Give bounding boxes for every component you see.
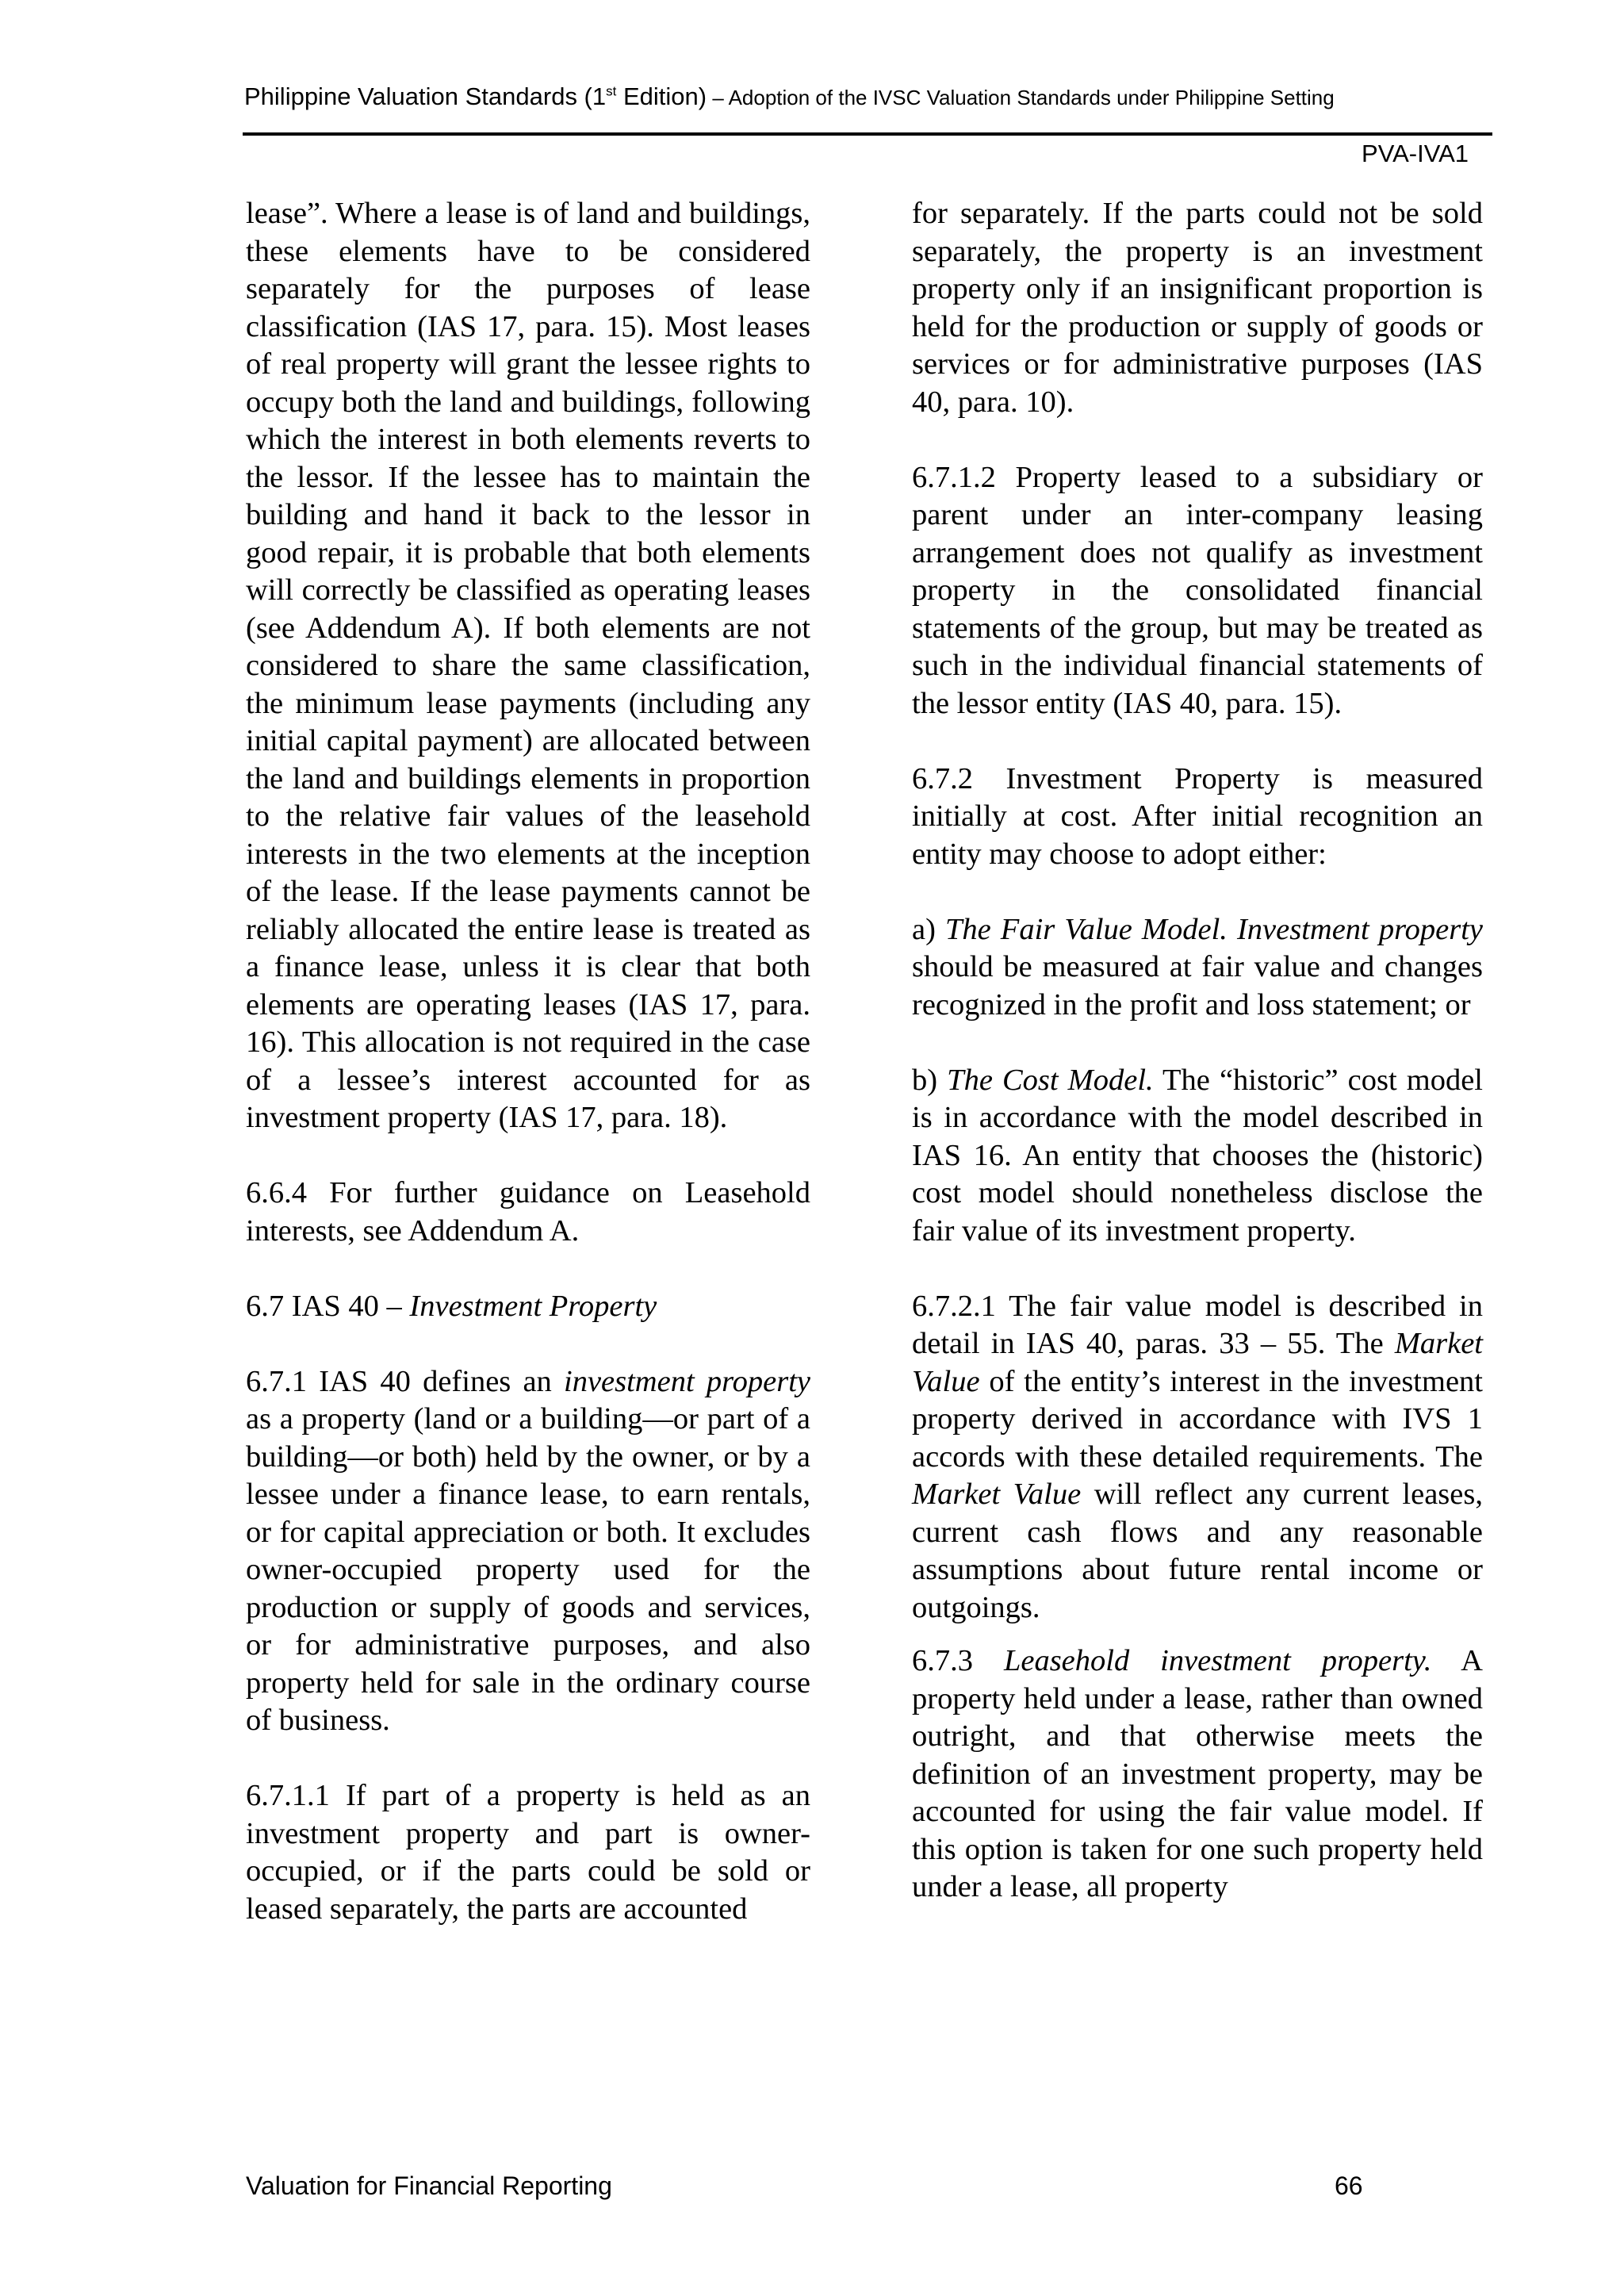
document-code: PVA-IVA1 [1362,140,1469,167]
italic-term: investment property [564,1364,810,1398]
paragraph-lease-classification: lease”. Where a lease is of land and buildings, these elements have to be considered separately for the purposes of lease classification (IAS 17, para. 15). Most leases of real property will grant the lessee rights to occupy both the land and buildings, following which the interest in both elements reverts to the lessor. If the lessee has to maintain the building and hand it back to the lessor in good repair, it is probable that both elements will correctly be classified as operating leases (see Addendum A). If both elements are not considered to share the same classification, the minimum lease payments (including any initial capital payment) are allocated between the land and buildings elements in proportion to the relative fair values of the leasehold interests in the two elements at the inception of the lease. If the lease payments cannot be reliably allocated the entire lease is treated as a finance lease, unless it is clear that both elements are operating leases (IAS 17, para. 16). This allocation is not required in the case of a lessee’s interest accounted for as investment property (IAS 17, para. 18). [246,197,810,1134]
text-span: of the entity’s interest in the investment property derived in accordance with IVS 1 accords with these detailed requirements. The [912,1364,1483,1474]
text-span: b) [912,1063,948,1097]
paragraph-6-6-4: 6.6.4 For further guidance on Leasehold interests, see Addendum A. [246,1176,810,1248]
italic-term: The Fair Value Model. Investment property [944,912,1483,946]
left-column [246,195,810,1966]
paragraph-6-7-2-1 [912,1288,1483,1627]
italic-term: Market Value [912,1327,1483,1398]
right-column [912,195,1483,1944]
paragraph-6-7-2: 6.7.2 Investment Property is measured initially at cost. After initial recognition an entity may choose to adopt either: [912,761,1483,871]
running-header [244,82,1335,111]
paragraph-6-7-1-1: 6.7.1.1 If part of a property is held as an investment property and part is owner-occupied, or if the parts could be sold or leased separately, the parts are accounted [246,1779,810,1926]
text-span: will reflect any current leases, current cash flows and any reasonable assumptions about future rental income or outgoings. [912,1478,1483,1624]
header-rule [243,132,1492,136]
paragraph-6-7-1-2: 6.7.1.2 Property leased to a subsidiary or parent under an inter-company leasing arrangement does not qualify as investment property in the consolidated financial statements of the group, but may be treated as such in the individual financial statements of the lessor entity (IAS 40, para. 15). [912,460,1483,720]
paragraph-cost-model [912,1062,1483,1251]
text-span: 6.7.3 [912,1644,1004,1677]
header-title-main: Philippine Valuation Standards (1 [244,82,607,110]
text-span: A property held under a lease, rather than owned outright, and that otherwise meets the definition of an investment property, may be accounted for using the fair value model. If this option is taken for one such property held under a lease, all property [912,1644,1483,1903]
text-span: as a property (land or a building—or part of a building—or both) held by the owner, or by a lessee under a finance lease, to earn rentals, or for capital appreciation or both. It excludes owner-occupied property used for the production or supply of goods and services, or for administrative purposes, and also property held for sale in the ordinary course of business. [246,1402,810,1737]
text-span: should be measured at fair value and changes recognized in the profit and loss statement; or [912,950,1483,1022]
paragraph-fair-value-model [912,911,1483,1025]
heading-6-7-title: Investment Property [409,1289,657,1323]
italic-term: The Cost Model. [947,1063,1154,1097]
footer-section-title: Valuation for Financial Reporting [246,2171,612,2200]
header-subtitle: – Adoption of the IVSC Valuation Standards under Philippine Setting [707,86,1335,109]
text-span: The “historic” cost model is in accordance with the model described in IAS 16. An entity that chooses the (historic) cost model should nonetheless disclose the fair value of its investment property. [912,1063,1483,1248]
paragraph-6-7-3 [912,1642,1483,1907]
header-title-edition: Edition) [616,82,707,110]
italic-term: Market Value [912,1478,1082,1511]
text-span: 6.7.1 IAS 40 defines an [246,1364,564,1398]
paragraph-continuation: for separately. If the parts could not be sold separately, the property is an investment property only if an insignificant proportion is held for the production or supply of goods or services or for administrative purposes (IAS 40, para. 10). [912,197,1483,419]
text-span: 6.7.2.1 The fair value model is described in detail in IAS 40, paras. 33 – 55. The [912,1289,1483,1360]
page-number: 66 [1335,2171,1363,2200]
heading-6-7-prefix: 6.7 IAS 40 – [246,1289,410,1323]
header-title-sup: st [606,83,617,99]
italic-term: Leasehold investment property. [1003,1644,1432,1677]
text-span: a) [912,912,945,946]
heading-6-7 [246,1288,810,1326]
paragraph-6-7-1 [246,1363,810,1740]
